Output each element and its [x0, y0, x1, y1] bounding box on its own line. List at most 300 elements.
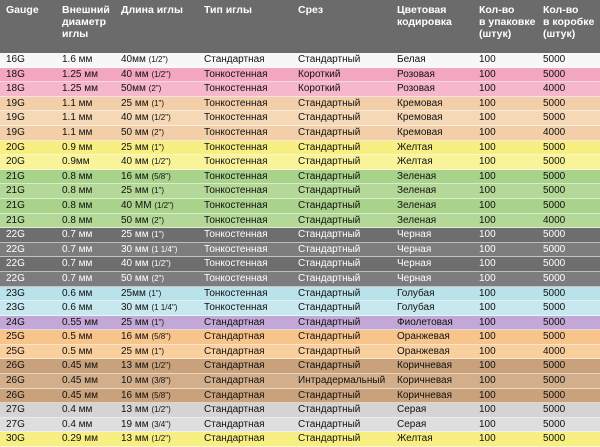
gauge-cell: 19G — [6, 126, 25, 138]
qty-box-cell: 5000 — [543, 331, 566, 343]
gauge-cell: 18G — [6, 83, 25, 95]
length-cell — [121, 243, 177, 258]
diameter-cell: 0.4 мм — [62, 404, 93, 416]
gauge-cell: 21G — [6, 185, 25, 197]
length-inches: (1") — [151, 186, 165, 196]
diameter-cell: 0.45 мм — [62, 375, 98, 387]
gauge-cell: 20G — [6, 141, 25, 153]
gauge-cell: 19G — [6, 112, 25, 124]
qty-pack-cell: 100 — [479, 258, 496, 270]
diameter-cell: 0.5 мм — [62, 345, 93, 357]
length-cell — [121, 418, 171, 433]
qty-pack-cell: 100 — [479, 243, 496, 255]
table-row — [0, 418, 600, 433]
color-code-cell: Черная — [397, 258, 432, 270]
length-inches: (1/2") — [151, 157, 171, 167]
length-mm: 25 мм — [121, 141, 149, 153]
bevel-cell: Стандартный — [298, 185, 361, 197]
length-inches: (1 1/4") — [151, 303, 178, 313]
length-cell — [121, 68, 171, 83]
bevel-cell: Стандартный — [298, 345, 361, 357]
length-inches: (1") — [151, 317, 165, 327]
qty-box-cell: 5000 — [543, 418, 566, 430]
gauge-cell: 27G — [6, 418, 25, 430]
length-mm: 40 мм — [121, 112, 149, 124]
gauge-cell: 22G — [6, 272, 25, 284]
diameter-cell: 0.55 мм — [62, 316, 98, 328]
type-cell: Тонкостенная — [204, 68, 268, 80]
qty-box-cell: 5000 — [543, 272, 566, 284]
gauge-cell: 23G — [6, 287, 25, 299]
table-row — [0, 272, 600, 287]
qty-pack-cell: 100 — [479, 418, 496, 430]
color-code-cell: Розовая — [397, 83, 435, 95]
table-row — [0, 359, 600, 374]
length-cell — [121, 228, 164, 243]
qty-box-cell: 5000 — [543, 258, 566, 270]
length-inches: (1/2") — [151, 434, 171, 444]
bevel-cell: Интрадермальный — [298, 375, 386, 387]
qty-box-cell: 5000 — [543, 54, 566, 65]
qty-pack-cell: 100 — [479, 331, 496, 343]
color-code-cell: Черная — [397, 243, 432, 255]
length-cell — [121, 301, 177, 316]
table-row — [0, 316, 600, 331]
length-mm: 13 мм — [121, 433, 149, 445]
qty-box-cell: 4000 — [543, 83, 566, 95]
bevel-cell: Стандартный — [298, 54, 361, 65]
qty-pack-cell: 100 — [479, 199, 496, 211]
bevel-cell: Стандартный — [298, 229, 361, 241]
color-code-cell: Серая — [397, 404, 427, 416]
diameter-cell: 0.4 мм — [62, 418, 93, 430]
color-code-cell: Желтая — [397, 156, 433, 168]
table-row — [0, 199, 600, 214]
header-gauge: Gauge — [6, 4, 39, 16]
length-mm: 30 мм — [121, 302, 149, 314]
diameter-cell: 0.45 мм — [62, 389, 98, 401]
color-code-cell: Зеленая — [397, 214, 437, 226]
diameter-cell: 0.7 мм — [62, 243, 93, 255]
qty-pack-cell: 100 — [479, 54, 496, 65]
qty-pack-cell: 100 — [479, 375, 496, 387]
gauge-cell: 19G — [6, 97, 25, 109]
type-cell: Стандартная — [204, 433, 265, 445]
table-row — [0, 214, 600, 229]
type-cell: Стандартная — [204, 389, 265, 401]
length-inches: (1/2") — [154, 200, 174, 210]
color-code-cell: Зеленая — [397, 170, 437, 182]
qty-box-cell: 5000 — [543, 170, 566, 182]
type-cell: Тонкостенная — [204, 156, 268, 168]
diameter-cell: 0.9мм — [62, 156, 90, 168]
diameter-cell: 0.5 мм — [62, 331, 93, 343]
length-cell — [121, 53, 168, 68]
header-bevel: Срез — [298, 4, 324, 16]
gauge-cell: 27G — [6, 404, 25, 416]
type-cell: Тонкостенная — [204, 243, 268, 255]
bevel-cell: Стандартный — [298, 331, 361, 343]
gauge-cell: 21G — [6, 214, 25, 226]
qty-box-cell: 5000 — [543, 112, 566, 124]
bevel-cell: Короткий — [298, 83, 341, 95]
bevel-cell: Стандартный — [298, 433, 361, 445]
length-mm: 13 мм — [121, 360, 149, 372]
diameter-cell: 0.6 мм — [62, 287, 93, 299]
header-color-code: Цветовая кодировка — [397, 4, 452, 28]
color-code-cell: Коричневая — [397, 360, 453, 372]
length-mm: 13 мм — [121, 404, 149, 416]
type-cell: Стандартная — [204, 418, 265, 430]
length-inches: (2") — [151, 127, 165, 137]
table-row — [0, 403, 600, 418]
bevel-cell: Стандартный — [298, 214, 361, 226]
type-cell: Тонкостенная — [204, 141, 268, 153]
length-cell — [121, 214, 164, 229]
qty-box-cell: 5000 — [543, 287, 566, 299]
color-code-cell: Серая — [397, 418, 427, 430]
length-inches: (1/2") — [151, 113, 171, 123]
type-cell: Стандартная — [204, 404, 265, 416]
bevel-cell: Стандартный — [298, 302, 361, 314]
header-needle-type: Тип иглы — [204, 4, 252, 16]
length-inches: (5/8") — [151, 390, 171, 400]
qty-box-cell: 5000 — [543, 404, 566, 416]
table-row — [0, 155, 600, 170]
length-cell — [121, 126, 164, 141]
length-cell — [121, 257, 171, 272]
length-cell — [121, 155, 171, 170]
length-cell — [121, 389, 171, 404]
gauge-cell: 21G — [6, 199, 25, 211]
length-inches: (2") — [151, 273, 165, 283]
table-row — [0, 228, 600, 243]
qty-pack-cell: 100 — [479, 126, 496, 138]
bevel-cell: Стандартный — [298, 141, 361, 153]
qty-pack-cell: 100 — [479, 97, 496, 109]
diameter-cell: 1.25 мм — [62, 68, 98, 80]
length-mm: 25 мм — [121, 185, 149, 197]
type-cell: Стандартная — [204, 345, 265, 357]
qty-box-cell: 5000 — [543, 68, 566, 80]
diameter-cell: 1.25 мм — [62, 83, 98, 95]
bevel-cell: Стандартный — [298, 316, 361, 328]
diameter-cell: 1.1 мм — [62, 112, 93, 124]
qty-pack-cell: 100 — [479, 112, 496, 124]
bevel-cell: Стандартный — [298, 418, 361, 430]
type-cell: Стандартная — [204, 375, 265, 387]
type-cell: Стандартная — [204, 331, 265, 343]
length-inches: (1") — [151, 346, 165, 356]
bevel-cell: Стандартный — [298, 199, 361, 211]
gauge-cell: 25G — [6, 331, 25, 343]
length-inches: (5/8") — [151, 332, 171, 342]
qty-box-cell: 4000 — [543, 345, 566, 357]
qty-pack-cell: 100 — [479, 83, 496, 95]
color-code-cell: Черная — [397, 272, 432, 284]
bevel-cell: Стандартный — [298, 112, 361, 124]
bevel-cell: Стандартный — [298, 360, 361, 372]
length-inches: (1") — [151, 230, 165, 240]
table-row — [0, 53, 600, 68]
table-row — [0, 97, 600, 112]
table-row — [0, 111, 600, 126]
qty-box-cell: 5000 — [543, 389, 566, 401]
length-mm: 25 мм — [121, 229, 149, 241]
color-code-cell: Зеленая — [397, 185, 437, 197]
type-cell: Тонкостенная — [204, 126, 268, 138]
length-cell — [121, 141, 164, 156]
header-needle-length: Длина иглы — [121, 4, 183, 16]
length-mm: 50мм — [121, 83, 146, 95]
diameter-cell: 0.8 мм — [62, 185, 93, 197]
type-cell: Тонкостенная — [204, 302, 268, 314]
length-inches: (1") — [148, 288, 162, 298]
length-mm: 19 мм — [121, 418, 149, 430]
gauge-cell: 26G — [6, 375, 25, 387]
length-cell — [121, 272, 164, 287]
diameter-cell: 0.8 мм — [62, 214, 93, 226]
diameter-cell: 0.45 мм — [62, 360, 98, 372]
length-mm: 25 мм — [121, 345, 149, 357]
length-inches: (1 1/4") — [151, 244, 178, 254]
length-mm: 50 мм — [121, 272, 149, 284]
color-code-cell: Кремовая — [397, 126, 443, 138]
table-row — [0, 68, 600, 83]
qty-pack-cell: 100 — [479, 287, 496, 299]
diameter-cell: 0.29 мм — [62, 433, 98, 445]
qty-pack-cell: 100 — [479, 170, 496, 182]
length-mm: 40мм — [121, 54, 146, 65]
length-mm: 25 мм — [121, 316, 149, 328]
color-code-cell: Зеленая — [397, 199, 437, 211]
gauge-cell: 30G — [6, 433, 25, 445]
table-row — [0, 374, 600, 389]
color-code-cell: Фиолетовая — [397, 316, 453, 328]
qty-box-cell: 5000 — [543, 141, 566, 153]
qty-box-cell: 5000 — [543, 229, 566, 241]
diameter-cell: 0.8 мм — [62, 199, 93, 211]
bevel-cell: Стандартный — [298, 170, 361, 182]
type-cell: Тонкостенная — [204, 170, 268, 182]
table-row — [0, 141, 600, 156]
color-code-cell: Желтая — [397, 141, 433, 153]
qty-box-cell: 5000 — [543, 433, 566, 445]
gauge-cell: 25G — [6, 345, 25, 357]
diameter-cell: 0.8 мм — [62, 170, 93, 182]
type-cell: Стандартная — [204, 360, 265, 372]
length-cell — [121, 184, 164, 199]
bevel-cell: Стандартный — [298, 243, 361, 255]
bevel-cell: Стандартный — [298, 156, 361, 168]
color-code-cell: Голубая — [397, 302, 435, 314]
bevel-cell: Короткий — [298, 68, 341, 80]
type-cell: Тонкостенная — [204, 258, 268, 270]
table-row — [0, 170, 600, 185]
length-mm: 16 мм — [121, 170, 149, 182]
diameter-cell: 1.6 мм — [62, 54, 93, 65]
length-mm: 25мм — [121, 287, 146, 299]
table-body — [0, 53, 600, 447]
gauge-cell: 24G — [6, 316, 25, 328]
qty-box-cell: 5000 — [543, 375, 566, 387]
diameter-cell: 0.9 мм — [62, 141, 93, 153]
header-outer-diameter: Внешний диаметр иглы — [62, 4, 110, 40]
table-row — [0, 82, 600, 97]
type-cell: Тонкостенная — [204, 229, 268, 241]
qty-pack-cell: 100 — [479, 185, 496, 197]
bevel-cell: Стандартный — [298, 258, 361, 270]
diameter-cell: 0.6 мм — [62, 302, 93, 314]
length-cell — [121, 111, 171, 126]
qty-pack-cell: 100 — [479, 360, 496, 372]
length-cell — [121, 170, 171, 185]
bevel-cell: Стандартный — [298, 389, 361, 401]
type-cell: Тонкостенная — [204, 97, 268, 109]
qty-pack-cell: 100 — [479, 141, 496, 153]
qty-box-cell: 5000 — [543, 199, 566, 211]
qty-box-cell: 5000 — [543, 316, 566, 328]
qty-pack-cell: 100 — [479, 156, 496, 168]
table-row — [0, 257, 600, 272]
length-mm: 16 мм — [121, 331, 149, 343]
length-inches: (1/2") — [151, 405, 171, 415]
length-inches: (1") — [151, 98, 165, 108]
gauge-cell: 18G — [6, 68, 25, 80]
length-mm: 25 мм — [121, 97, 149, 109]
length-inches: (2") — [148, 84, 162, 94]
length-cell — [121, 359, 171, 374]
length-mm: 50 мм — [121, 214, 149, 226]
bevel-cell: Стандартный — [298, 97, 361, 109]
table-header — [0, 0, 600, 53]
gauge-cell: 26G — [6, 360, 25, 372]
length-inches: (5/8") — [151, 171, 171, 181]
length-mm: 40 ММ — [121, 199, 152, 211]
length-inches: (1") — [151, 142, 165, 152]
length-inches: (2") — [151, 215, 165, 225]
color-code-cell: Черная — [397, 229, 432, 241]
gauge-cell: 26G — [6, 389, 25, 401]
color-code-cell: Белая — [397, 54, 426, 65]
qty-box-cell: 5000 — [543, 360, 566, 372]
length-mm: 40 мм — [121, 68, 149, 80]
qty-box-cell: 5000 — [543, 302, 566, 314]
type-cell: Тонкостенная — [204, 199, 268, 211]
color-code-cell: Коричневая — [397, 389, 453, 401]
color-code-cell: Оранжевая — [397, 345, 450, 357]
qty-box-cell: 4000 — [543, 214, 566, 226]
length-cell — [121, 403, 171, 418]
diameter-cell: 0.7 мм — [62, 229, 93, 241]
table-row — [0, 126, 600, 141]
qty-pack-cell: 100 — [479, 229, 496, 241]
table-row — [0, 345, 600, 360]
diameter-cell: 1.1 мм — [62, 97, 93, 109]
length-mm: 10 мм — [121, 375, 149, 387]
qty-pack-cell: 100 — [479, 345, 496, 357]
type-cell: Тонкостенная — [204, 112, 268, 124]
color-code-cell: Коричневая — [397, 375, 453, 387]
table-row — [0, 301, 600, 316]
table-row — [0, 184, 600, 199]
length-cell — [121, 330, 171, 345]
length-cell — [121, 374, 171, 389]
header-qty-box: Кол-во в коробке (штук) — [543, 4, 595, 40]
gauge-cell: 22G — [6, 258, 25, 270]
qty-pack-cell: 100 — [479, 302, 496, 314]
type-cell: Тонкостенная — [204, 272, 268, 284]
length-mm: 16 мм — [121, 389, 149, 401]
qty-box-cell: 5000 — [543, 97, 566, 109]
type-cell: Тонкостенная — [204, 287, 268, 299]
type-cell: Тонкостенная — [204, 83, 268, 95]
diameter-cell: 0.7 мм — [62, 272, 93, 284]
qty-pack-cell: 100 — [479, 272, 496, 284]
gauge-cell: 21G — [6, 170, 25, 182]
color-code-cell: Кремовая — [397, 97, 443, 109]
gauge-cell: 23G — [6, 302, 25, 314]
qty-box-cell: 5000 — [543, 243, 566, 255]
table-row — [0, 287, 600, 302]
bevel-cell: Стандартный — [298, 404, 361, 416]
length-mm: 40 мм — [121, 258, 149, 270]
qty-box-cell: 5000 — [543, 156, 566, 168]
type-cell: Стандартная — [204, 316, 265, 328]
header-qty-pack: Кол-во в упаковке (штук) — [479, 4, 536, 40]
length-inches: (1/2") — [151, 259, 171, 269]
type-cell: Тонкостенная — [204, 185, 268, 197]
length-inches: (1/2") — [151, 361, 171, 371]
qty-pack-cell: 100 — [479, 404, 496, 416]
color-code-cell: Голубая — [397, 287, 435, 299]
gauge-cell: 20G — [6, 156, 25, 168]
length-inches: (1/2") — [148, 55, 168, 64]
length-inches: (3/8") — [151, 376, 171, 386]
bevel-cell: Стандартный — [298, 287, 361, 299]
bevel-cell: Стандартный — [298, 126, 361, 138]
qty-box-cell: 5000 — [543, 185, 566, 197]
bevel-cell: Стандартный — [298, 272, 361, 284]
length-cell — [121, 199, 174, 214]
table-row — [0, 330, 600, 345]
type-cell: Тонкостенная — [204, 214, 268, 226]
length-cell — [121, 345, 164, 360]
length-cell — [121, 82, 161, 97]
color-code-cell: Розовая — [397, 68, 435, 80]
length-mm: 50 мм — [121, 126, 149, 138]
gauge-cell: 22G — [6, 229, 25, 241]
length-inches: (3/4") — [151, 419, 171, 429]
qty-pack-cell: 100 — [479, 68, 496, 80]
length-inches: (1/2") — [151, 69, 171, 79]
qty-pack-cell: 100 — [479, 316, 496, 328]
color-code-cell: Оранжевая — [397, 331, 450, 343]
color-code-cell: Желтая — [397, 433, 433, 445]
type-cell: Стандартная — [204, 54, 265, 65]
color-code-cell: Кремовая — [397, 112, 443, 124]
length-cell — [121, 97, 164, 112]
gauge-cell: 16G — [6, 54, 25, 65]
gauge-cell: 22G — [6, 243, 25, 255]
qty-box-cell: 4000 — [543, 126, 566, 138]
length-mm: 40 мм — [121, 156, 149, 168]
qty-pack-cell: 100 — [479, 389, 496, 401]
diameter-cell: 1.1 мм — [62, 126, 93, 138]
qty-pack-cell: 100 — [479, 433, 496, 445]
diameter-cell: 0.7 мм — [62, 258, 93, 270]
length-mm: 30 мм — [121, 243, 149, 255]
